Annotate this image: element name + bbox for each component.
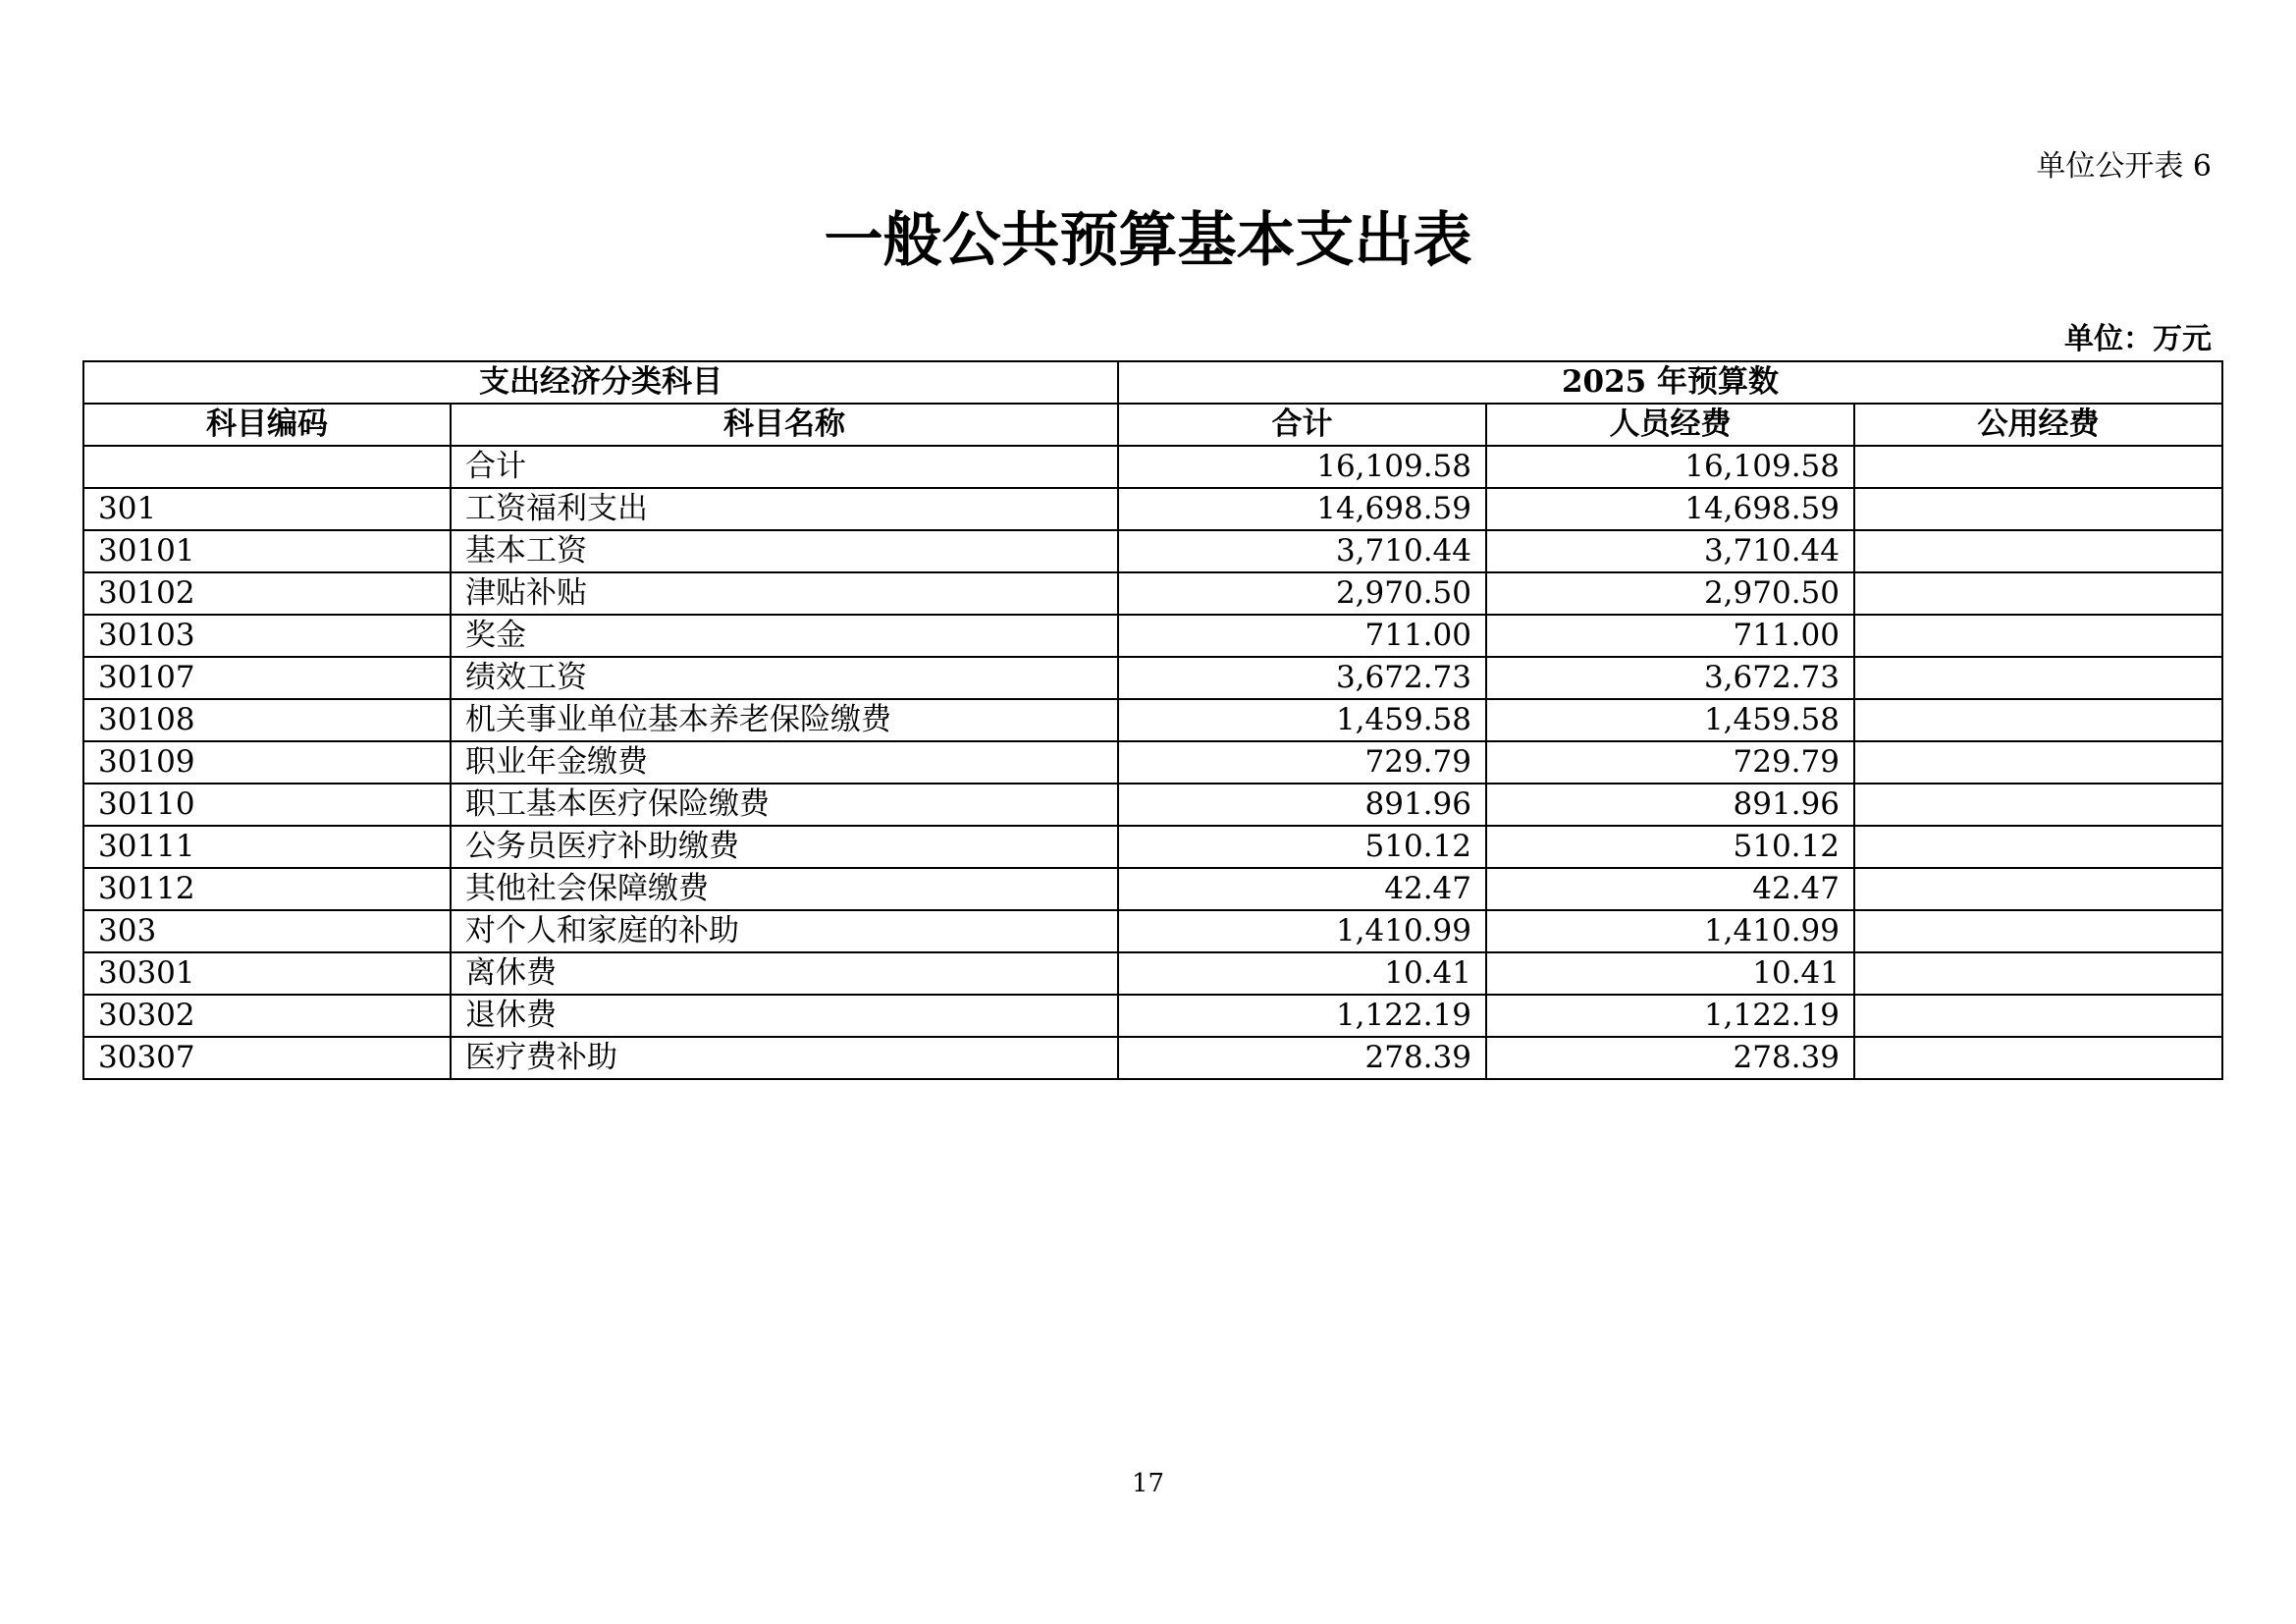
page-number: 17 <box>1131 1469 1165 1498</box>
cell-name: 职业年金缴费 <box>451 741 1118 784</box>
cell-code: 301 <box>83 488 451 530</box>
cell-public <box>1854 741 2222 784</box>
cell-personnel: 1,459.58 <box>1486 699 1854 741</box>
cell-name: 医疗费补助 <box>451 1037 1118 1079</box>
table-row <box>83 952 2222 995</box>
cell-total: 3,710.44 <box>1118 530 1486 572</box>
table-row <box>83 826 2222 868</box>
cell-total: 2,970.50 <box>1118 572 1486 615</box>
cell-name: 基本工资 <box>451 530 1118 572</box>
cell-name: 绩效工资 <box>451 657 1118 699</box>
cell-total: 16,109.58 <box>1118 446 1486 488</box>
cell-name: 对个人和家庭的补助 <box>451 910 1118 952</box>
table-row <box>83 530 2222 572</box>
cell-total: 510.12 <box>1118 826 1486 868</box>
table-row <box>83 615 2222 657</box>
table-row <box>83 1037 2222 1079</box>
cell-code: 30101 <box>83 530 451 572</box>
table-row <box>83 995 2222 1037</box>
cell-total: 10.41 <box>1118 952 1486 995</box>
cell-public <box>1854 615 2222 657</box>
unit-label: 单位：万元 <box>2064 322 2212 356</box>
cell-name: 离休费 <box>451 952 1118 995</box>
cell-public <box>1854 1037 2222 1079</box>
table-row <box>83 910 2222 952</box>
table-row <box>83 446 2222 488</box>
cell-personnel: 1,122.19 <box>1486 995 1854 1037</box>
cell-public <box>1854 952 2222 995</box>
cell-total: 1,410.99 <box>1118 910 1486 952</box>
cell-public <box>1854 488 2222 530</box>
cell-personnel: 891.96 <box>1486 784 1854 826</box>
table-row <box>83 657 2222 699</box>
cell-public <box>1854 699 2222 741</box>
cell-name: 其他社会保障缴费 <box>451 868 1118 910</box>
cell-personnel: 510.12 <box>1486 826 1854 868</box>
cell-total: 891.96 <box>1118 784 1486 826</box>
cell-code: 30110 <box>83 784 451 826</box>
cell-code: 30107 <box>83 657 451 699</box>
cell-code: 30302 <box>83 995 451 1037</box>
cell-name: 机关事业单位基本养老保险缴费 <box>451 699 1118 741</box>
table-row <box>83 488 2222 530</box>
cell-personnel: 2,970.50 <box>1486 572 1854 615</box>
cell-personnel: 10.41 <box>1486 952 1854 995</box>
form-number: 单位公开表 6 <box>2036 149 2212 184</box>
cell-code: 30112 <box>83 868 451 910</box>
cell-total: 42.47 <box>1118 868 1486 910</box>
budget-table <box>82 360 2223 1080</box>
table-row <box>83 572 2222 615</box>
page-title: 一般公共预算基本支出表 <box>824 206 1472 275</box>
column-header-row <box>83 404 2222 446</box>
cell-name: 职工基本医疗保险缴费 <box>451 784 1118 826</box>
cell-personnel: 729.79 <box>1486 741 1854 784</box>
header-budget-year-group: 2025 年预算数 <box>1118 361 2222 404</box>
header-code: 科目编码 <box>83 404 451 446</box>
cell-personnel: 42.47 <box>1486 868 1854 910</box>
cell-public <box>1854 784 2222 826</box>
table-header <box>83 361 2222 446</box>
cell-personnel: 711.00 <box>1486 615 1854 657</box>
cell-total: 729.79 <box>1118 741 1486 784</box>
cell-code: 30109 <box>83 741 451 784</box>
cell-personnel: 3,710.44 <box>1486 530 1854 572</box>
group-header-row <box>83 361 2222 404</box>
cell-public <box>1854 530 2222 572</box>
cell-public <box>1854 657 2222 699</box>
cell-code: 30108 <box>83 699 451 741</box>
table-row <box>83 741 2222 784</box>
cell-code <box>83 446 451 488</box>
cell-total: 14,698.59 <box>1118 488 1486 530</box>
cell-public <box>1854 446 2222 488</box>
header-personnel: 人员经费 <box>1486 404 1854 446</box>
cell-total: 711.00 <box>1118 615 1486 657</box>
table-body <box>83 446 2222 1079</box>
cell-total: 1,122.19 <box>1118 995 1486 1037</box>
cell-code: 30103 <box>83 615 451 657</box>
cell-name: 奖金 <box>451 615 1118 657</box>
cell-name: 津贴补贴 <box>451 572 1118 615</box>
cell-personnel: 1,410.99 <box>1486 910 1854 952</box>
cell-personnel: 3,672.73 <box>1486 657 1854 699</box>
cell-public <box>1854 572 2222 615</box>
cell-code: 30301 <box>83 952 451 995</box>
table-row <box>83 868 2222 910</box>
table-row <box>83 784 2222 826</box>
header-total: 合计 <box>1118 404 1486 446</box>
cell-name: 公务员医疗补助缴费 <box>451 826 1118 868</box>
cell-personnel: 16,109.58 <box>1486 446 1854 488</box>
cell-total: 1,459.58 <box>1118 699 1486 741</box>
cell-name: 工资福利支出 <box>451 488 1118 530</box>
cell-code: 303 <box>83 910 451 952</box>
cell-total: 3,672.73 <box>1118 657 1486 699</box>
cell-personnel: 278.39 <box>1486 1037 1854 1079</box>
cell-name: 退休费 <box>451 995 1118 1037</box>
cell-public <box>1854 995 2222 1037</box>
cell-code: 30307 <box>83 1037 451 1079</box>
cell-total: 278.39 <box>1118 1037 1486 1079</box>
cell-code: 30111 <box>83 826 451 868</box>
header-category-group: 支出经济分类科目 <box>83 361 1118 404</box>
cell-public <box>1854 826 2222 868</box>
header-name: 科目名称 <box>451 404 1118 446</box>
cell-personnel: 14,698.59 <box>1486 488 1854 530</box>
header-public: 公用经费 <box>1854 404 2222 446</box>
cell-public <box>1854 868 2222 910</box>
cell-name: 合计 <box>451 446 1118 488</box>
cell-code: 30102 <box>83 572 451 615</box>
cell-public <box>1854 910 2222 952</box>
table-row <box>83 699 2222 741</box>
